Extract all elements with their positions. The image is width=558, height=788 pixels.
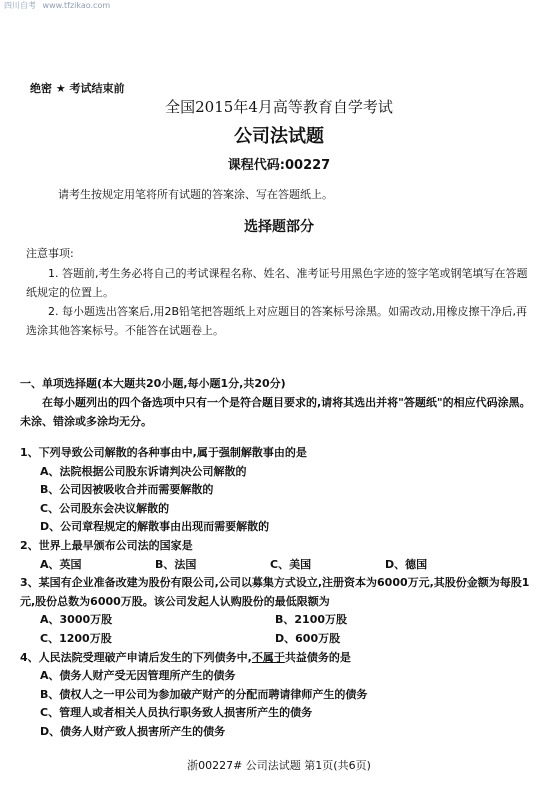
option-a: A、3000万股 (40, 613, 113, 627)
question-2 (20, 537, 535, 574)
option-b: B、2100万股 (275, 613, 347, 627)
options-row (20, 611, 535, 630)
question-stem: 1、下列导致公司解散的各种事由中,属于强制解散事由的是 (20, 446, 307, 459)
answer-instruction: 请考生按规定用笔将所有试题的答案涂、写在答题纸上。 (58, 188, 333, 201)
option-d: D、债务人财产致人损害所产生的债务 (40, 724, 226, 738)
question-stem-part: 共益债务的是 (284, 650, 351, 664)
option-d: D、公司章程规定的解散事由出现而需要解散的 (40, 520, 270, 534)
question-stem: 2、世界上最早颁布公司法的国家是 (20, 538, 193, 552)
part1-description: 在每小题列出的四个备选项中只有一个是符合题目要求的,请将其选出并将"答题纸"的相应代码涂黑。未涂、错涂或多涂均无分。 (20, 396, 531, 428)
option-c: C、1200万股 (40, 631, 112, 645)
question-stem-part: 4、人民法院受理破产申请后发生的下列债务中, (20, 650, 252, 664)
watermark-url: www.tfzikao.com (42, 1, 111, 10)
page-footer: 浙00227# 公司法试题 第1页(共6页) (187, 759, 371, 772)
note-item: 1. 答题前,考生务必将自己的考试课程名称、姓名、准考证号用黑色字迹的签字笔或钢笔填写在答题纸规定的位置上。 (26, 267, 528, 299)
exam-title: 全国2015年4月高等教育自学考试 (165, 98, 393, 116)
course-code: 课程代码:00227 (227, 158, 331, 173)
note-item: 2. 每小题选出答案后,用2B铅笔把答题纸上对应题目的答案标号涂黑。如需改动,用橡皮擦干净后,再选涂其他答案标号。不能答在试题卷上。 (26, 305, 528, 337)
section-title: 选择题部分 (244, 219, 314, 235)
option-c: C、管理人或者相关人员执行职务致人损害所产生的债务 (40, 706, 313, 720)
question-3 (20, 574, 535, 648)
question-stem (20, 649, 535, 668)
option-a: A、法院根据公司股东诉请判决公司解散的 (40, 464, 247, 478)
watermark-site-name: 四川自考 (4, 1, 36, 10)
questions-list (20, 444, 535, 742)
notes-block (26, 244, 531, 340)
part1-heading: 一、单项选择题(本大题共20小题,每小题1分,共20分) (20, 377, 286, 390)
paper-title: 公司法试题 (234, 126, 324, 147)
question-1 (20, 444, 535, 537)
option-a: A、英国 (40, 557, 82, 571)
option-d: D、600万股 (275, 631, 341, 645)
option-d: D、德国 (385, 557, 428, 571)
question-stem-emphasis: 不属于 (251, 650, 285, 664)
option-b: B、债权人之一甲公司为参加破产财产的分配而聘请律师产生的债务 (40, 687, 368, 701)
options-row (20, 630, 535, 649)
option-c: C、美国 (270, 557, 312, 571)
part1-block (20, 374, 535, 431)
secret-label: 绝密 ★ 考试结束前 (30, 82, 125, 95)
option-b: B、法国 (155, 557, 197, 571)
question-stem: 3、某国有企业准备改建为股份有限公司,公司以募集方式设立,注册资本为6000万元,其股份金额为每股1元,股份总数为6000万股。该公司发起人认购股份的最低限额为 (20, 576, 530, 608)
notes-heading: 注意事项: (26, 247, 74, 260)
question-4 (20, 649, 535, 742)
option-a: A、债务人财产受无因管理所产生的债务 (40, 669, 236, 683)
options-row (20, 556, 535, 575)
option-b: B、公司因被吸收合并而需要解散的 (40, 483, 214, 497)
option-c: C、公司股东会决议解散的 (40, 501, 170, 515)
